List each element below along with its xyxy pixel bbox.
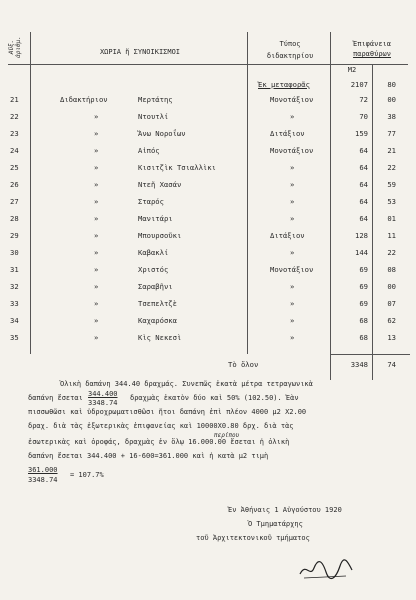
- row-district: »: [94, 146, 99, 155]
- row-village: Ντουτλί: [138, 112, 169, 121]
- row-m2: 69: [359, 265, 368, 274]
- row-no: 23: [10, 129, 19, 138]
- row-cm: 00: [387, 95, 396, 104]
- body-line-2a: δαπάνη ἔσεται: [28, 394, 83, 402]
- row-cm: 01: [387, 214, 396, 223]
- row-village: Τσεπελτζὲ: [138, 299, 177, 308]
- row-m2: 70: [359, 112, 368, 121]
- row-no: 22: [10, 112, 19, 121]
- closing-dept: τοῦ Ἀρχιτεκτονικοῦ τμήματος: [196, 534, 310, 542]
- header-type: Τύπος: [279, 40, 301, 48]
- row-type: »: [290, 180, 295, 189]
- fraction2-denominator: 3348.74: [28, 476, 58, 484]
- carried-forward-cm: 80: [387, 80, 396, 89]
- row-cm: 00: [387, 282, 396, 291]
- row-type: »: [290, 333, 295, 342]
- row-district: »: [94, 316, 99, 325]
- row-cm: 62: [387, 316, 396, 325]
- row-type: Διτάξιον: [270, 231, 305, 240]
- row-village: Ντεῆ Χασάν: [138, 180, 182, 189]
- row-type: »: [290, 282, 295, 291]
- row-district: »: [94, 180, 99, 189]
- row-cm: 38: [387, 112, 396, 121]
- row-cm: 22: [387, 163, 396, 172]
- total-m2: 3348: [350, 360, 368, 369]
- total-label: Τὸ ὅλον: [228, 360, 259, 369]
- row-village: Χριστός: [138, 265, 169, 274]
- total-rule-top: [330, 354, 410, 355]
- header-villages: ΧΩΡΙΑ ἤ ΣΥΝΟΙΚΙΣΜΟΙ: [99, 48, 181, 56]
- row-district: »: [94, 112, 99, 121]
- row-village: Σταρός: [138, 197, 164, 206]
- body-line-1: Ὁλικὴ δαπάνη 344.40 δραχμάς. Συνεπῶς ἑκατὰ μέτρα τετραγωνικὰ: [60, 380, 313, 388]
- header-unit: Μ2: [347, 66, 357, 74]
- row-type: Μονοτάξιον: [270, 146, 314, 155]
- row-no: 33: [10, 299, 19, 308]
- row-village: Κισιτζὶκ Τσιαλλὶκι: [138, 163, 216, 172]
- carried-forward-m2: 2107: [350, 80, 368, 89]
- margin-rule: [30, 32, 31, 354]
- row-no: 28: [10, 214, 19, 223]
- row-m2: 72: [359, 95, 368, 104]
- body-line-3: πισσωθῶσι καὶ ὑδροχρωματισθῶσι ἤτοι δαπάνη ἐπὶ πλέον 4000 μ2 X2.00: [28, 408, 307, 416]
- row-no: 26: [10, 180, 19, 189]
- row-no: 24: [10, 146, 19, 155]
- body-line-5: ἐσωτερικὰς καὶ ὀροφάς, δραχμὰς ἐν ὅλῳ 16.000.00 ἔσεται ἡ ὁλικὴ: [28, 438, 290, 446]
- row-cm: 53: [387, 197, 396, 206]
- row-cm: 59: [387, 180, 396, 189]
- row-m2: 128: [355, 231, 368, 240]
- row-m2: 64: [359, 214, 368, 223]
- row-district: »: [94, 129, 99, 138]
- row-type: »: [290, 316, 295, 325]
- row-district: »: [94, 197, 99, 206]
- fraction2-numerator: 361.000: [28, 466, 58, 474]
- row-district: »: [94, 163, 99, 172]
- row-m2: 64: [359, 146, 368, 155]
- row-village: Μανιτάρι: [138, 214, 173, 223]
- row-type: »: [290, 214, 295, 223]
- header-type-2: διδακτηρίου: [266, 52, 314, 60]
- row-type: Μονοτάξιον: [270, 265, 314, 274]
- row-no: 21: [10, 95, 19, 104]
- row-m2: 144: [355, 248, 368, 257]
- header-windows: Ἐπιφάνεια: [353, 40, 391, 48]
- row-m2: 68: [359, 333, 368, 342]
- row-village: Κὶς Νεκεσὶ: [138, 333, 182, 342]
- margin-note: Αὔξ. ἀριθμ.: [8, 36, 22, 58]
- row-no: 35: [10, 333, 19, 342]
- body-line-2b: δραχμὰς ἑκατὸν δύο καὶ 50% (102.50). Ἐὰν: [130, 394, 299, 402]
- fraction-denominator: 3348.74: [88, 399, 118, 407]
- row-cm: 11: [387, 231, 396, 240]
- row-district: »: [94, 265, 99, 274]
- row-no: 27: [10, 197, 19, 206]
- col-rule-type: [247, 32, 248, 354]
- row-district: »: [94, 333, 99, 342]
- row-district: »: [94, 248, 99, 257]
- row-type: »: [290, 248, 295, 257]
- carried-forward-label: Ἐκ μεταφορᾶς: [258, 80, 310, 89]
- closing-place-date: Ἐν Ἀθήναις 1 Αὐγούστου 1920: [228, 506, 342, 514]
- row-type: »: [290, 163, 295, 172]
- row-cm: 77: [387, 129, 396, 138]
- row-type: Διτάξιον: [270, 129, 305, 138]
- row-cm: 21: [387, 146, 396, 155]
- row-no: 32: [10, 282, 19, 291]
- row-district: »: [94, 282, 99, 291]
- row-type: »: [290, 197, 295, 206]
- row-cm: 22: [387, 248, 396, 257]
- row-m2: 64: [359, 163, 368, 172]
- col-rule-cm: [372, 65, 373, 380]
- header-windows-2: παραθύρων: [353, 50, 391, 58]
- header-rule: [8, 64, 408, 65]
- row-village: Μερτάτης: [138, 95, 173, 104]
- row-district: »: [94, 214, 99, 223]
- row-type: »: [290, 112, 295, 121]
- row-village: Καβακλί: [138, 248, 169, 257]
- row-m2: 64: [359, 180, 368, 189]
- row-village: Καχαρόσκα: [138, 316, 177, 325]
- row-cm: 08: [387, 265, 396, 274]
- row-no: 25: [10, 163, 19, 172]
- row-no: 31: [10, 265, 19, 274]
- row-m2: 159: [355, 129, 368, 138]
- total-cm: 74: [387, 360, 396, 369]
- signature: [296, 556, 356, 582]
- row-m2: 64: [359, 197, 368, 206]
- body-line-7: = 107.7%: [70, 471, 104, 479]
- body-line-4: δραχ. διὰ τὰς ἐξωτερικὰς ἐπιφανείας καὶ 10000X0.80 δρχ. διὰ τὰς: [28, 422, 294, 430]
- row-no: 30: [10, 248, 19, 257]
- row-district: »: [94, 231, 99, 240]
- closing-title: Ὁ Τμηματάρχης: [248, 520, 303, 528]
- row-m2: 69: [359, 282, 368, 291]
- row-village: Σαραβῆνι: [138, 282, 173, 291]
- row-cm: 13: [387, 333, 396, 342]
- row-district: »: [94, 299, 99, 308]
- fraction-numerator: 344.400: [88, 390, 118, 398]
- row-village: Ἄνω Νοροΐων: [138, 129, 186, 138]
- row-type: »: [290, 299, 295, 308]
- row-no: 29: [10, 231, 19, 240]
- row-m2: 68: [359, 316, 368, 325]
- row-type: Μονοτάξιον: [270, 95, 314, 104]
- row-no: 34: [10, 316, 19, 325]
- body-line-6: δαπάνη ἔσεται 344.400 + 16-600=361.000 καὶ ἡ κατὰ μ2 τιμὴ: [28, 452, 269, 460]
- row-m2: 69: [359, 299, 368, 308]
- row-village: Αἰπός: [138, 146, 160, 155]
- row-cm: 07: [387, 299, 396, 308]
- row-district: Διδακτήριον: [60, 95, 108, 104]
- handwritten-insert: περίπου: [214, 432, 240, 439]
- row-village: Μπουρσοῦκι: [138, 231, 182, 240]
